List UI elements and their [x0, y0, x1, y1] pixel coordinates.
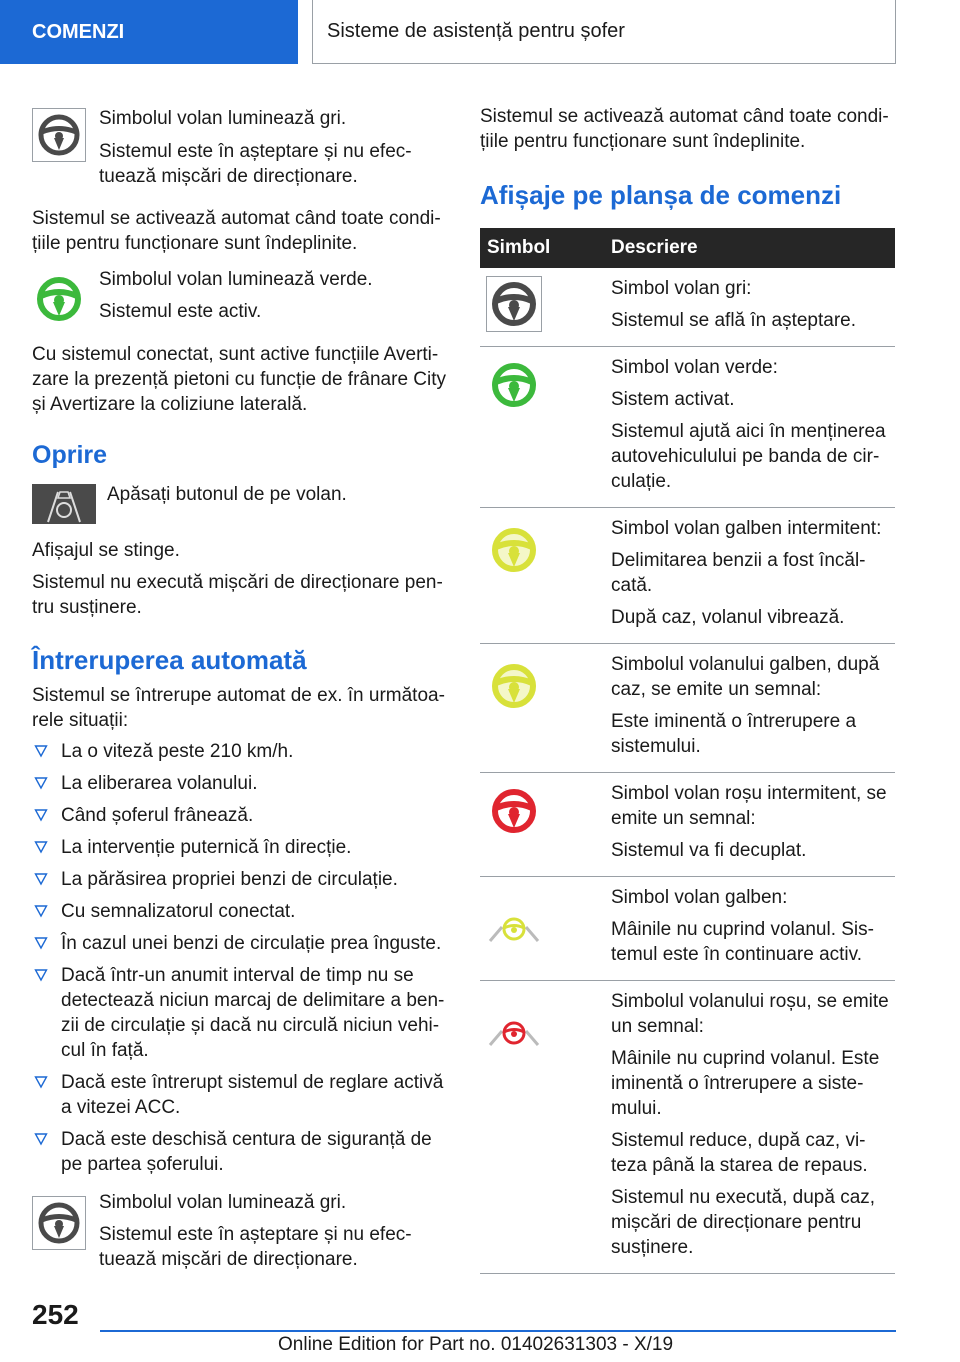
description-line: Sistem activat. — [611, 389, 735, 410]
description-paragraph — [611, 838, 895, 863]
list-item — [32, 835, 452, 860]
description-line: Simbolul volanului roșu, se emite — [611, 991, 889, 1012]
description-line: Sistemul ajută aici în menținerea — [611, 421, 886, 442]
bullet-triangle-icon — [34, 1075, 48, 1089]
row-description — [611, 268, 895, 346]
footer-rule — [100, 1330, 896, 1332]
description-paragraph — [611, 355, 895, 380]
description-line: După caz, volanul vibrează. — [611, 607, 845, 628]
description-line: mului. — [611, 1098, 662, 1119]
chapter-title: Sisteme de asistență pentru șofer — [327, 20, 625, 42]
description-line: susținere. — [611, 1237, 694, 1258]
bullet-triangle-icon — [34, 872, 48, 886]
list-item — [32, 803, 452, 828]
text-activate-line1: Sistemul se activează automat când toate condi- — [32, 208, 441, 229]
list-item-text: Dacă este întrerupt sistemul de reglare activă — [61, 1072, 444, 1093]
page-number: 252 — [32, 1299, 79, 1330]
description-paragraph — [611, 605, 895, 630]
bullet-triangle-icon — [34, 808, 48, 822]
description-line: Sistemul se află în așteptare. — [611, 310, 857, 331]
description-line: culație. — [611, 471, 672, 492]
header-symbol: Simbol — [487, 237, 551, 258]
symbols-table — [480, 228, 895, 1274]
description-line: Simbol volan verde: — [611, 357, 778, 378]
text-green-symbol: Simbolul volan luminează verde. — [99, 269, 373, 290]
bullet-triangle-icon — [34, 1132, 48, 1146]
steering-wheel-yellow-lanes-icon — [486, 899, 542, 955]
text-gray-symbol: Simbolul volan luminează gri. — [99, 108, 347, 129]
description-line: Sistemul nu execută, după caz, — [611, 1187, 876, 1208]
description-line: teza până la starea de repaus. — [611, 1155, 868, 1176]
list-item-text: cul în față. — [61, 1040, 149, 1061]
table-header — [480, 228, 895, 268]
list-item-text: Când șoferul frânează. — [61, 805, 254, 826]
steering-wheel-gray-framed-icon — [486, 276, 542, 332]
text-standby-line2: tuează mișcări de direcționare. — [99, 166, 358, 187]
description-line: mișcări de direcționare pentru — [611, 1212, 862, 1233]
description-paragraph — [611, 781, 895, 831]
list-item-text: La intervenție puternică în direcție. — [61, 837, 352, 858]
description-line: temul este în continuare activ. — [611, 944, 862, 965]
description-paragraph — [611, 419, 895, 494]
description-line: cată. — [611, 575, 653, 596]
list-item — [32, 739, 452, 764]
steering-wheel-gray-icon — [32, 1196, 86, 1250]
list-item — [32, 931, 452, 956]
steering-wheel-red-lanes-icon — [486, 1003, 542, 1059]
heading-dashboard-displays: Afișaje pe planșa de comenzi — [480, 180, 842, 210]
description-paragraph — [611, 276, 895, 301]
row-description — [611, 644, 895, 772]
section-title: COMENZI — [32, 20, 125, 43]
description-paragraph — [611, 308, 895, 333]
description-line: un semnal: — [611, 1016, 704, 1037]
steering-wheel-green-icon — [486, 357, 542, 413]
row-description — [611, 773, 895, 876]
bullet-triangle-icon — [34, 968, 48, 982]
description-line: emite un semnal: — [611, 808, 756, 829]
list-item-text: pe partea șoferului. — [61, 1154, 224, 1175]
bullet-triangle-icon — [34, 840, 48, 854]
description-paragraph — [611, 885, 895, 910]
list-item-text: zii de circulație și dacă nu circulă niciun vehi- — [61, 1015, 440, 1036]
header-description: Descriere — [611, 237, 698, 258]
description-line: Mâinile nu cuprind volanul. Este — [611, 1048, 880, 1069]
text-standby2-line1: Sistemul este în așteptare și nu efec- — [99, 1224, 412, 1245]
list-item-text: La o viteză peste 210 km/h. — [61, 741, 294, 762]
description-line: Simbolul volanului galben, după — [611, 654, 880, 675]
description-line: Simbol volan galben: — [611, 887, 788, 908]
description-paragraph — [611, 1128, 895, 1178]
text-activate-line2: țiile pentru funcționare sunt îndeplinite. — [32, 233, 358, 254]
description-line: sistemului. — [611, 736, 701, 757]
description-line: Simbol volan roșu intermitent, se — [611, 783, 887, 804]
table-row — [480, 773, 895, 877]
list-item-text: Cu semnalizatorul conectat. — [61, 901, 296, 922]
description-paragraph — [611, 1046, 895, 1121]
table-row — [480, 644, 895, 773]
description-line: caz, se emite un semnal: — [611, 679, 822, 700]
text-press-button: Apăsați butonul de pe volan. — [107, 484, 347, 505]
bullet-triangle-icon — [34, 936, 48, 950]
text-display-off: Afișajul se stinge. — [32, 540, 180, 561]
footer-edition: Online Edition for Part no. 01402631303 - X/19 — [278, 1334, 674, 1355]
text-right-activate-line1: Sistemul se activează automat când toate condi- — [480, 106, 889, 127]
list-item-text: La părăsirea propriei benzi de circulație. — [61, 869, 398, 890]
list-item-text: În cazul unei benzi de circulație prea înguste. — [61, 933, 442, 954]
table-row — [480, 347, 895, 508]
row-description — [611, 347, 895, 507]
text-functions-line2: zare la prezență pietoni cu funcție de frânare City — [32, 369, 447, 390]
table-row — [480, 877, 895, 981]
text-no-steering-line2: tru susținere. — [32, 597, 142, 618]
row-description — [611, 981, 895, 1273]
bullet-triangle-icon — [34, 904, 48, 918]
list-item — [32, 867, 452, 892]
steering-wheel-gray-icon — [32, 108, 86, 162]
heading-auto-interrupt: Întreruperea automată — [32, 645, 307, 675]
text-standby2-line2: tuează mișcări de direcționare. — [99, 1249, 358, 1270]
lane-assist-button-icon — [32, 484, 96, 524]
list-item — [32, 771, 452, 796]
text-no-steering-line1: Sistemul nu execută mișcări de direcționare pen- — [32, 572, 443, 593]
heading-stop: Oprire — [32, 441, 108, 469]
steering-wheel-yellow-icon — [486, 522, 542, 578]
steering-wheel-red-icon — [486, 783, 542, 839]
description-line: Sistemul va fi decuplat. — [611, 840, 807, 861]
text-right-activate-line2: țiile pentru funcționare sunt îndeplinite. — [480, 131, 806, 152]
description-paragraph — [611, 1185, 895, 1260]
text-gray-symbol-2: Simbolul volan luminează gri. — [99, 1192, 347, 1213]
text-standby-line1: Sistemul este în așteptare și nu efec- — [99, 141, 412, 162]
list-item — [32, 899, 452, 924]
text-interrupt-line2: rele situații: — [32, 710, 129, 731]
row-description — [611, 877, 895, 980]
list-item-text: La eliberarea volanului. — [61, 773, 258, 794]
description-paragraph — [611, 516, 895, 541]
list-item-text: detectează niciun marcaj de delimitare a ben- — [61, 990, 445, 1011]
table-row — [480, 268, 895, 347]
description-line: iminentă o întrerupere a siste- — [611, 1073, 864, 1094]
description-line: Sistemul reduce, după caz, vi- — [611, 1130, 866, 1151]
text-interrupt-line1: Sistemul se întrerupe automat de ex. în următoa- — [32, 685, 445, 706]
description-paragraph — [611, 387, 895, 412]
description-paragraph — [611, 652, 895, 702]
table-row — [480, 508, 895, 644]
text-functions-line1: Cu sistemul conectat, sunt active funcțiile Averti- — [32, 344, 439, 365]
description-paragraph — [611, 548, 895, 598]
list-item-text: Dacă este deschisă centura de siguranță de — [61, 1129, 432, 1150]
description-line: Delimitarea benzii a fost încăl- — [611, 550, 866, 571]
bullet-triangle-icon — [34, 744, 48, 758]
table-row — [480, 981, 895, 1274]
description-paragraph — [611, 709, 895, 759]
description-paragraph — [611, 917, 895, 967]
description-line: Simbol volan gri: — [611, 278, 752, 299]
list-item-text: a vitezei ACC. — [61, 1097, 181, 1118]
steering-wheel-green-icon — [32, 272, 86, 326]
chapter-header — [312, 0, 896, 64]
description-line: Mâinile nu cuprind volanul. Sis- — [611, 919, 874, 940]
list-item — [32, 1070, 452, 1120]
list-item-text: Dacă într-un anumit interval de timp nu se — [61, 965, 414, 986]
text-functions-line3: și Avertizare la coliziune laterală. — [32, 394, 308, 415]
row-description — [611, 508, 895, 643]
description-line: autovehiculului pe banda de cir- — [611, 446, 880, 467]
list-item — [32, 1127, 452, 1177]
section-tab — [0, 0, 298, 64]
bullet-triangle-icon — [34, 776, 48, 790]
text-system-active: Sistemul este activ. — [99, 301, 262, 322]
list-item — [32, 963, 452, 1063]
description-paragraph — [611, 989, 895, 1039]
steering-wheel-yellow-icon — [486, 658, 542, 714]
description-line: Este iminentă o întrerupere a — [611, 711, 857, 732]
description-line: Simbol volan galben intermitent: — [611, 518, 882, 539]
